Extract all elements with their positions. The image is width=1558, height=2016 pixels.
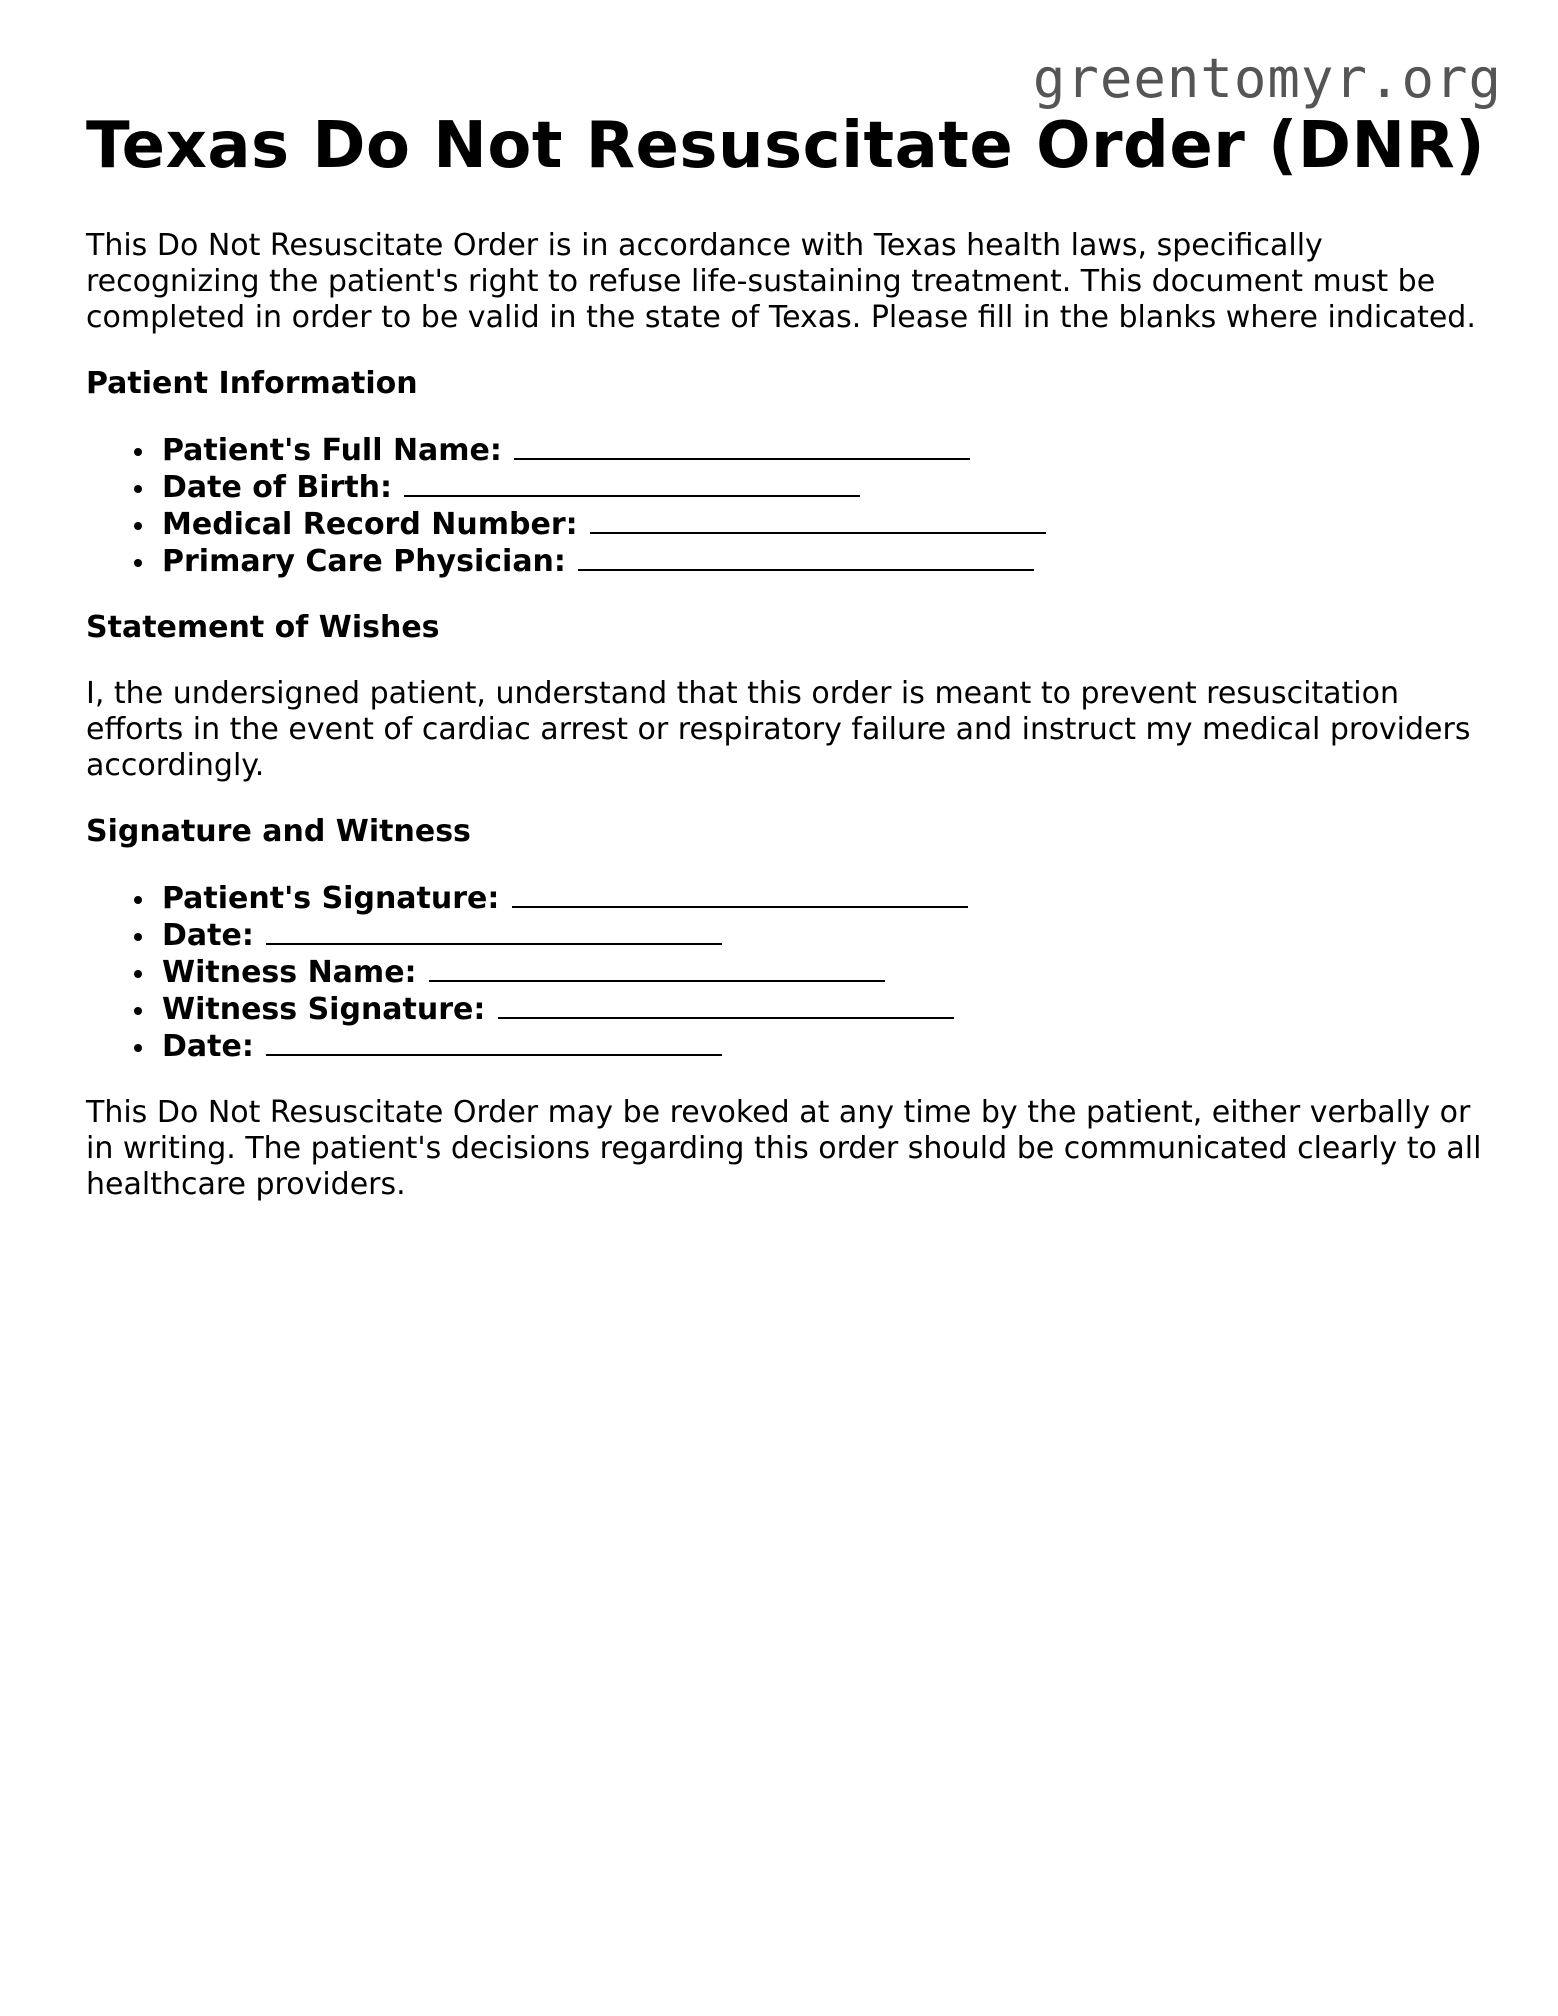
fill-in-blank[interactable] [512, 880, 968, 908]
fill-in-blank[interactable] [429, 954, 885, 982]
field-label: Date: [162, 917, 254, 953]
field-witness-signature [162, 991, 1486, 1028]
field-label: Date: [162, 1028, 254, 1064]
field-patient-date [162, 917, 1486, 954]
field-label: Medical Record Number: [162, 506, 578, 542]
closing-paragraph: This Do Not Resuscitate Order may be revoked at any time by the patient, either verbally or in writing. The patient's decisions regarding this order should be communicated clearly to all healthcare providers. [86, 1094, 1482, 1202]
patient-information-list [86, 432, 1486, 580]
statement-of-wishes-text: I, the undersigned patient, understand that this order is meant to prevent resuscitation efforts in the event of cardiac arrest or respiratory failure and instruct my medical providers accordingly. [86, 675, 1471, 783]
document-page [86, 110, 1486, 1233]
field-label: Patient's Signature: [162, 880, 500, 916]
watermark: greentomyr.org [1032, 47, 1502, 110]
signature-and-witness-list [86, 880, 1486, 1065]
field-patient-full-name [162, 432, 1486, 469]
fill-in-blank[interactable] [590, 506, 1046, 534]
fill-in-blank[interactable] [266, 917, 722, 945]
page-title: Texas Do Not Resuscitate Order (DNR) [86, 109, 1486, 183]
field-primary-care-physician [162, 543, 1486, 580]
field-label: Witness Name: [162, 954, 417, 990]
statement-of-wishes-heading: Statement of Wishes [86, 609, 440, 645]
fill-in-blank[interactable] [578, 543, 1034, 571]
field-patient-signature [162, 880, 1486, 917]
field-label: Primary Care Physician: [162, 543, 566, 579]
fill-in-blank[interactable] [266, 1028, 722, 1056]
field-witness-date [162, 1028, 1486, 1065]
field-label: Patient's Full Name: [162, 432, 502, 468]
fill-in-blank[interactable] [498, 991, 954, 1019]
fill-in-blank[interactable] [404, 469, 860, 497]
intro-paragraph: This Do Not Resuscitate Order is in accordance with Texas health laws, specifically recognizing the patient's right to refuse life-sustaining treatment. This document must be completed in order to be valid in the state of Texas. Please fill in the blanks where indicated. [86, 227, 1476, 335]
field-witness-name [162, 954, 1486, 991]
fill-in-blank[interactable] [514, 432, 970, 460]
field-medical-record-number [162, 506, 1486, 543]
patient-information-heading: Patient Information [86, 365, 418, 401]
signature-and-witness-heading: Signature and Witness [86, 813, 471, 849]
field-label: Witness Signature: [162, 991, 486, 1027]
field-date-of-birth [162, 469, 1486, 506]
field-label: Date of Birth: [162, 469, 393, 505]
